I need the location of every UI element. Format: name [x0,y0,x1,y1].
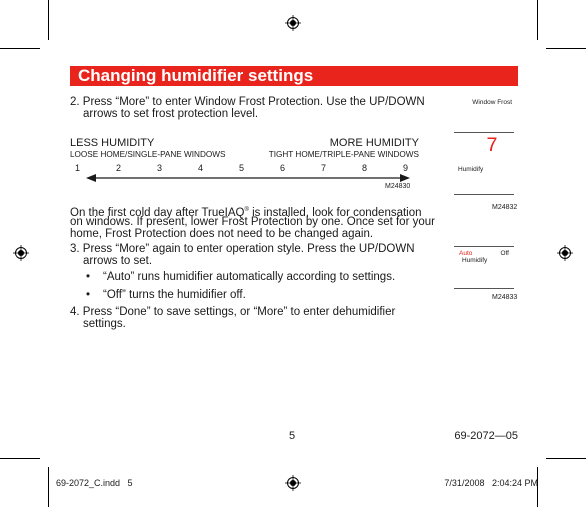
crop-mark [0,48,40,49]
step2-line2: arrows to set frost protection level. [83,108,259,120]
cold-day-line2: on windows. If present, lower Frost Protection by one. Once set for your [70,216,435,228]
display-label: Humidify [458,166,484,173]
section-title: Changing humidifier settings [78,66,314,85]
display-divider [454,194,514,195]
crop-mark [48,0,49,40]
cold-day-line1-post: is installed, look for condensation [248,206,422,219]
crop-mark [48,467,49,507]
scale-number: 2 [116,163,122,173]
humidity-scale-left-sub: LOOSE HOME/SINGLE-PANE WINDOWS [70,150,226,159]
bullet: • [86,289,91,301]
registration-mark-icon [285,15,301,31]
scale-number: 9 [403,163,409,173]
registration-mark-icon [13,245,29,261]
bullet-off-text: “Off” turns the humidifier off. [103,289,246,301]
figure-code: M24833 [492,294,518,301]
scale-number: 4 [198,163,204,173]
step3-line1: 3. Press “More” again to enter operation style. Press the UP/DOWN [70,243,415,255]
frost-level-value: 7 [486,135,499,158]
slug-filename: 69-2072_C.indd 5 [56,478,133,488]
off-option: Off [500,250,509,257]
scale-number: 6 [280,163,286,173]
display-divider [454,246,514,247]
display-header: Window Frost [472,99,512,106]
display-divider [454,288,514,289]
display-divider [454,132,514,133]
double-arrow-icon [86,173,410,183]
bullet-list-item [86,271,395,284]
registration-mark-icon [557,245,573,261]
display-window-frost-panel [448,96,518,200]
document-number: 69-2072—05 [454,430,518,442]
crop-mark [546,48,586,49]
scale-number: 1 [75,163,81,173]
bullet-list-item [86,289,246,302]
step4-line2: settings. [83,318,126,330]
cold-day-line3: home, Frost Protection does not need to be changed again. [70,228,374,240]
scale-number: 5 [239,163,245,173]
crop-mark [0,458,40,459]
humidity-scale-right-label: MORE HUMIDITY [329,137,419,149]
scale-number: 7 [321,163,327,173]
registration-mark-icon [285,475,301,491]
bullet-auto-text: “Auto” runs humidifier automatically according to settings. [103,271,396,283]
step2-line1: 2. Press “More” to enter Window Frost Protection. Use the UP/DOWN [70,96,425,108]
step3-line2: arrows to set. [83,255,153,267]
scale-number: 3 [157,163,163,173]
auto-option: Auto [459,250,473,257]
humidity-scale-right-sub: TIGHT HOME/TRIPLE-PANE WINDOWS [268,150,419,159]
crop-mark [537,0,538,40]
bullet: • [86,271,91,283]
scale-number: 8 [362,163,368,173]
crop-mark [546,458,586,459]
step4-line1: 4. Press “Done” to save settings, or “More” to enter dehumidifier [70,306,396,318]
figure-code: M24832 [492,204,518,211]
registered-mark: ® [244,207,249,213]
humidity-scale-left-label: LESS HUMIDITY [70,137,155,149]
display-operation-panel [454,246,514,290]
slug-timestamp: 7/31/2008 2:04:24 PM [444,478,538,488]
page-number: 5 [289,430,296,442]
figure-code: M24830 [385,183,411,190]
cold-day-line1-pre: On the first cold day after TrueIAQ [70,206,245,219]
display-label: Humidify [462,257,488,264]
